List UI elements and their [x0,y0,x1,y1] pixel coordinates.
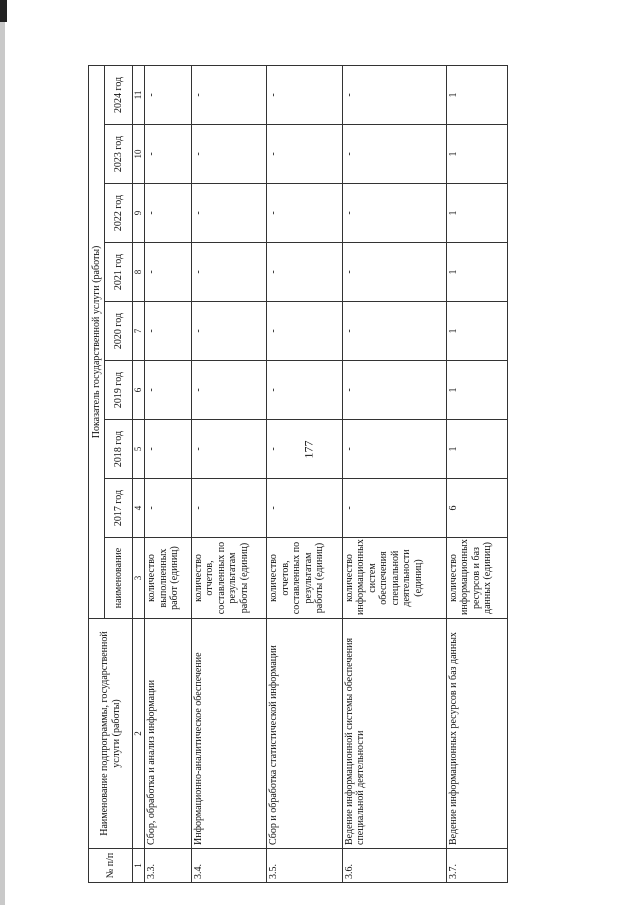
column-number: 10 [133,125,145,184]
row-name: Ведение информационной системы обеспечения специальной деятельности [342,619,446,849]
row-value: - [191,420,266,479]
header-year: 2019 год [105,361,133,420]
row-name: Сбор и обработка статистической информации [267,619,342,849]
table-row [267,65,342,882]
column-number: 1 [133,849,145,883]
row-value: - [191,125,266,184]
row-value: 1 [446,125,507,184]
row-value: - [145,125,192,184]
row-value: - [145,420,192,479]
row-value: 1 [446,184,507,243]
row-value: - [267,243,342,302]
row-value: - [342,420,446,479]
row-no: 3.4. [191,849,266,883]
row-value: - [191,479,266,538]
indicator-table [88,65,508,883]
row-indicator: количество информационных систем обеспечения специальной деятельности (единиц) [342,538,446,619]
column-number: 8 [133,243,145,302]
header-year: 2024 год [105,65,133,124]
row-value: 6 [446,479,507,538]
row-value: - [267,420,342,479]
row-value: - [342,243,446,302]
column-number: 2 [133,619,145,849]
row-indicator: количество выполненных работ (единиц) [145,538,192,619]
header-year: 2021 год [105,243,133,302]
header-year: 2020 год [105,302,133,361]
row-indicator: количество отчетов, составленных по результатам работы (единиц) [191,538,266,619]
row-indicator: количество информационных ресурсов и баз данных (единиц) [446,538,507,619]
column-number: 4 [133,479,145,538]
row-value: 1 [446,65,507,124]
table-row [446,65,507,882]
row-value: - [191,243,266,302]
row-value: 1 [446,361,507,420]
row-value: - [342,125,446,184]
row-value: - [342,361,446,420]
row-value: - [191,361,266,420]
row-name: Ведение информационных ресурсов и баз данных [446,619,507,849]
row-value: - [267,361,342,420]
header-year: 2023 год [105,125,133,184]
table-row [342,65,446,882]
row-name: Информационно-аналитическое обеспечение [191,619,266,849]
column-number: 9 [133,184,145,243]
header-year: 2022 год [105,184,133,243]
column-number: 3 [133,538,145,619]
header-group: Показатель государственной услуги (работы) [89,65,105,618]
row-value: - [267,479,342,538]
row-value: 1 [446,302,507,361]
header-indicator: наименование [105,538,133,619]
table-row [145,65,192,882]
row-value: 1 [446,420,507,479]
row-no: 3.7. [446,849,507,883]
header-year: 2018 год [105,420,133,479]
row-value: - [145,65,192,124]
row-value: - [267,65,342,124]
header-name: Наименование подпрограммы, государственной услуги (работы) [89,619,133,849]
row-value: - [191,184,266,243]
header-no: № п/п [89,849,133,883]
row-indicator: количество отчетов, составленных по результатам работы (единиц) [267,538,342,619]
row-name: Сбор, обработка и анализ информации [145,619,192,849]
row-value: - [145,302,192,361]
row-value: 1 [446,243,507,302]
table-row [191,65,266,882]
page-number: 177 [301,440,316,459]
row-value: - [342,479,446,538]
row-value: - [342,184,446,243]
row-no: 3.6. [342,849,446,883]
scan-edge [0,0,5,905]
row-value: - [191,302,266,361]
row-no: 3.3. [145,849,192,883]
row-value: - [145,361,192,420]
row-no: 3.5. [267,849,342,883]
header-year: 2017 год [105,479,133,538]
row-value: - [342,65,446,124]
row-value: - [145,184,192,243]
column-number: 5 [133,420,145,479]
row-value: - [191,65,266,124]
row-value: - [267,302,342,361]
row-value: - [145,479,192,538]
column-number: 11 [133,65,145,124]
row-value: - [267,184,342,243]
column-number: 6 [133,361,145,420]
row-value: - [145,243,192,302]
column-number: 7 [133,302,145,361]
row-value: - [267,125,342,184]
scan-corner-mark [0,0,7,22]
row-value: - [342,302,446,361]
